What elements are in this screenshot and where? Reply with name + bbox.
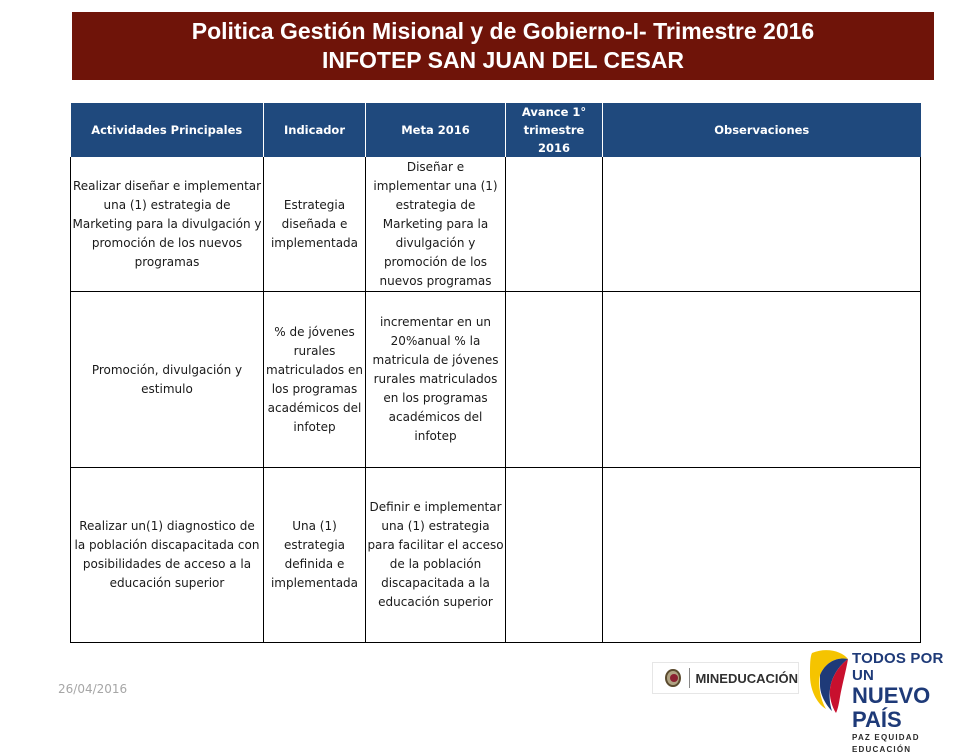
header-observaciones: Observaciones xyxy=(603,103,921,157)
table-header-row xyxy=(71,103,921,157)
cell-avance xyxy=(506,292,603,468)
header-actividades: Actividades Principales xyxy=(71,103,264,157)
cell-indicador: Una (1) estrategia definida e implementada xyxy=(264,468,366,643)
mineducacion-logo xyxy=(652,662,799,694)
mineducacion-logo-text: MINEDUCACIÓN xyxy=(695,670,798,686)
colombia-seal-icon xyxy=(665,669,681,687)
cell-avance xyxy=(506,468,603,643)
footer-date: 26/04/2016 xyxy=(58,682,128,696)
logo-divider xyxy=(689,668,690,688)
colombia-flag-swoosh-icon xyxy=(808,645,852,715)
logo-text-line3: PAZ EQUIDAD EDUCACIÓN xyxy=(852,733,920,754)
cell-actividad: Realizar un(1) diagnostico de la población discapacitada con posibilidades de acceso a la educación superior xyxy=(71,468,264,643)
todos-por-un-nuevo-pais-logo xyxy=(808,645,956,754)
cell-observaciones xyxy=(603,468,921,643)
cell-avance xyxy=(506,157,603,292)
logo-text-line2: NUEVO PAÍS xyxy=(852,683,931,732)
page-subtitle: INFOTEP SAN JUAN DEL CESAR xyxy=(321,47,685,73)
cell-meta: Definir e implementar una (1) estrategia para facilitar el acceso de la población discapacitada a la educación superior xyxy=(366,468,506,643)
cell-actividad: Realizar diseñar e implementar una (1) estrategia de Marketing para la divulgación y promoción de los nuevos programas xyxy=(71,157,264,292)
page-title: Politica Gestión Misional y de Gobierno-I- Trimestre 2016 xyxy=(191,18,815,44)
cell-observaciones xyxy=(603,292,921,468)
table-row xyxy=(71,157,921,292)
cell-actividad: Promoción, divulgación y estimulo xyxy=(71,292,264,468)
table-row xyxy=(71,292,921,468)
header-meta: Meta 2016 xyxy=(366,103,506,157)
cell-meta: incrementar en un 20%anual % la matricula de jóvenes rurales matriculados en los programas académicos del infotep xyxy=(366,292,506,468)
cell-observaciones xyxy=(603,157,921,292)
table-row xyxy=(71,468,921,643)
activities-table xyxy=(70,103,921,643)
cell-indicador: % de jóvenes rurales matriculados en los programas académicos del infotep xyxy=(264,292,366,468)
cell-indicador: Estrategia diseñada e implementada xyxy=(264,157,366,292)
header-avance: Avance 1° trimestre 2016 xyxy=(506,103,603,157)
logo-text-line1: TODOS POR UN xyxy=(852,650,944,684)
header-indicador: Indicador xyxy=(264,103,366,157)
cell-meta: Diseñar e implementar una (1) estrategia de Marketing para la divulgación y promoción de los nuevos programas xyxy=(366,157,506,292)
title-banner xyxy=(72,12,934,80)
